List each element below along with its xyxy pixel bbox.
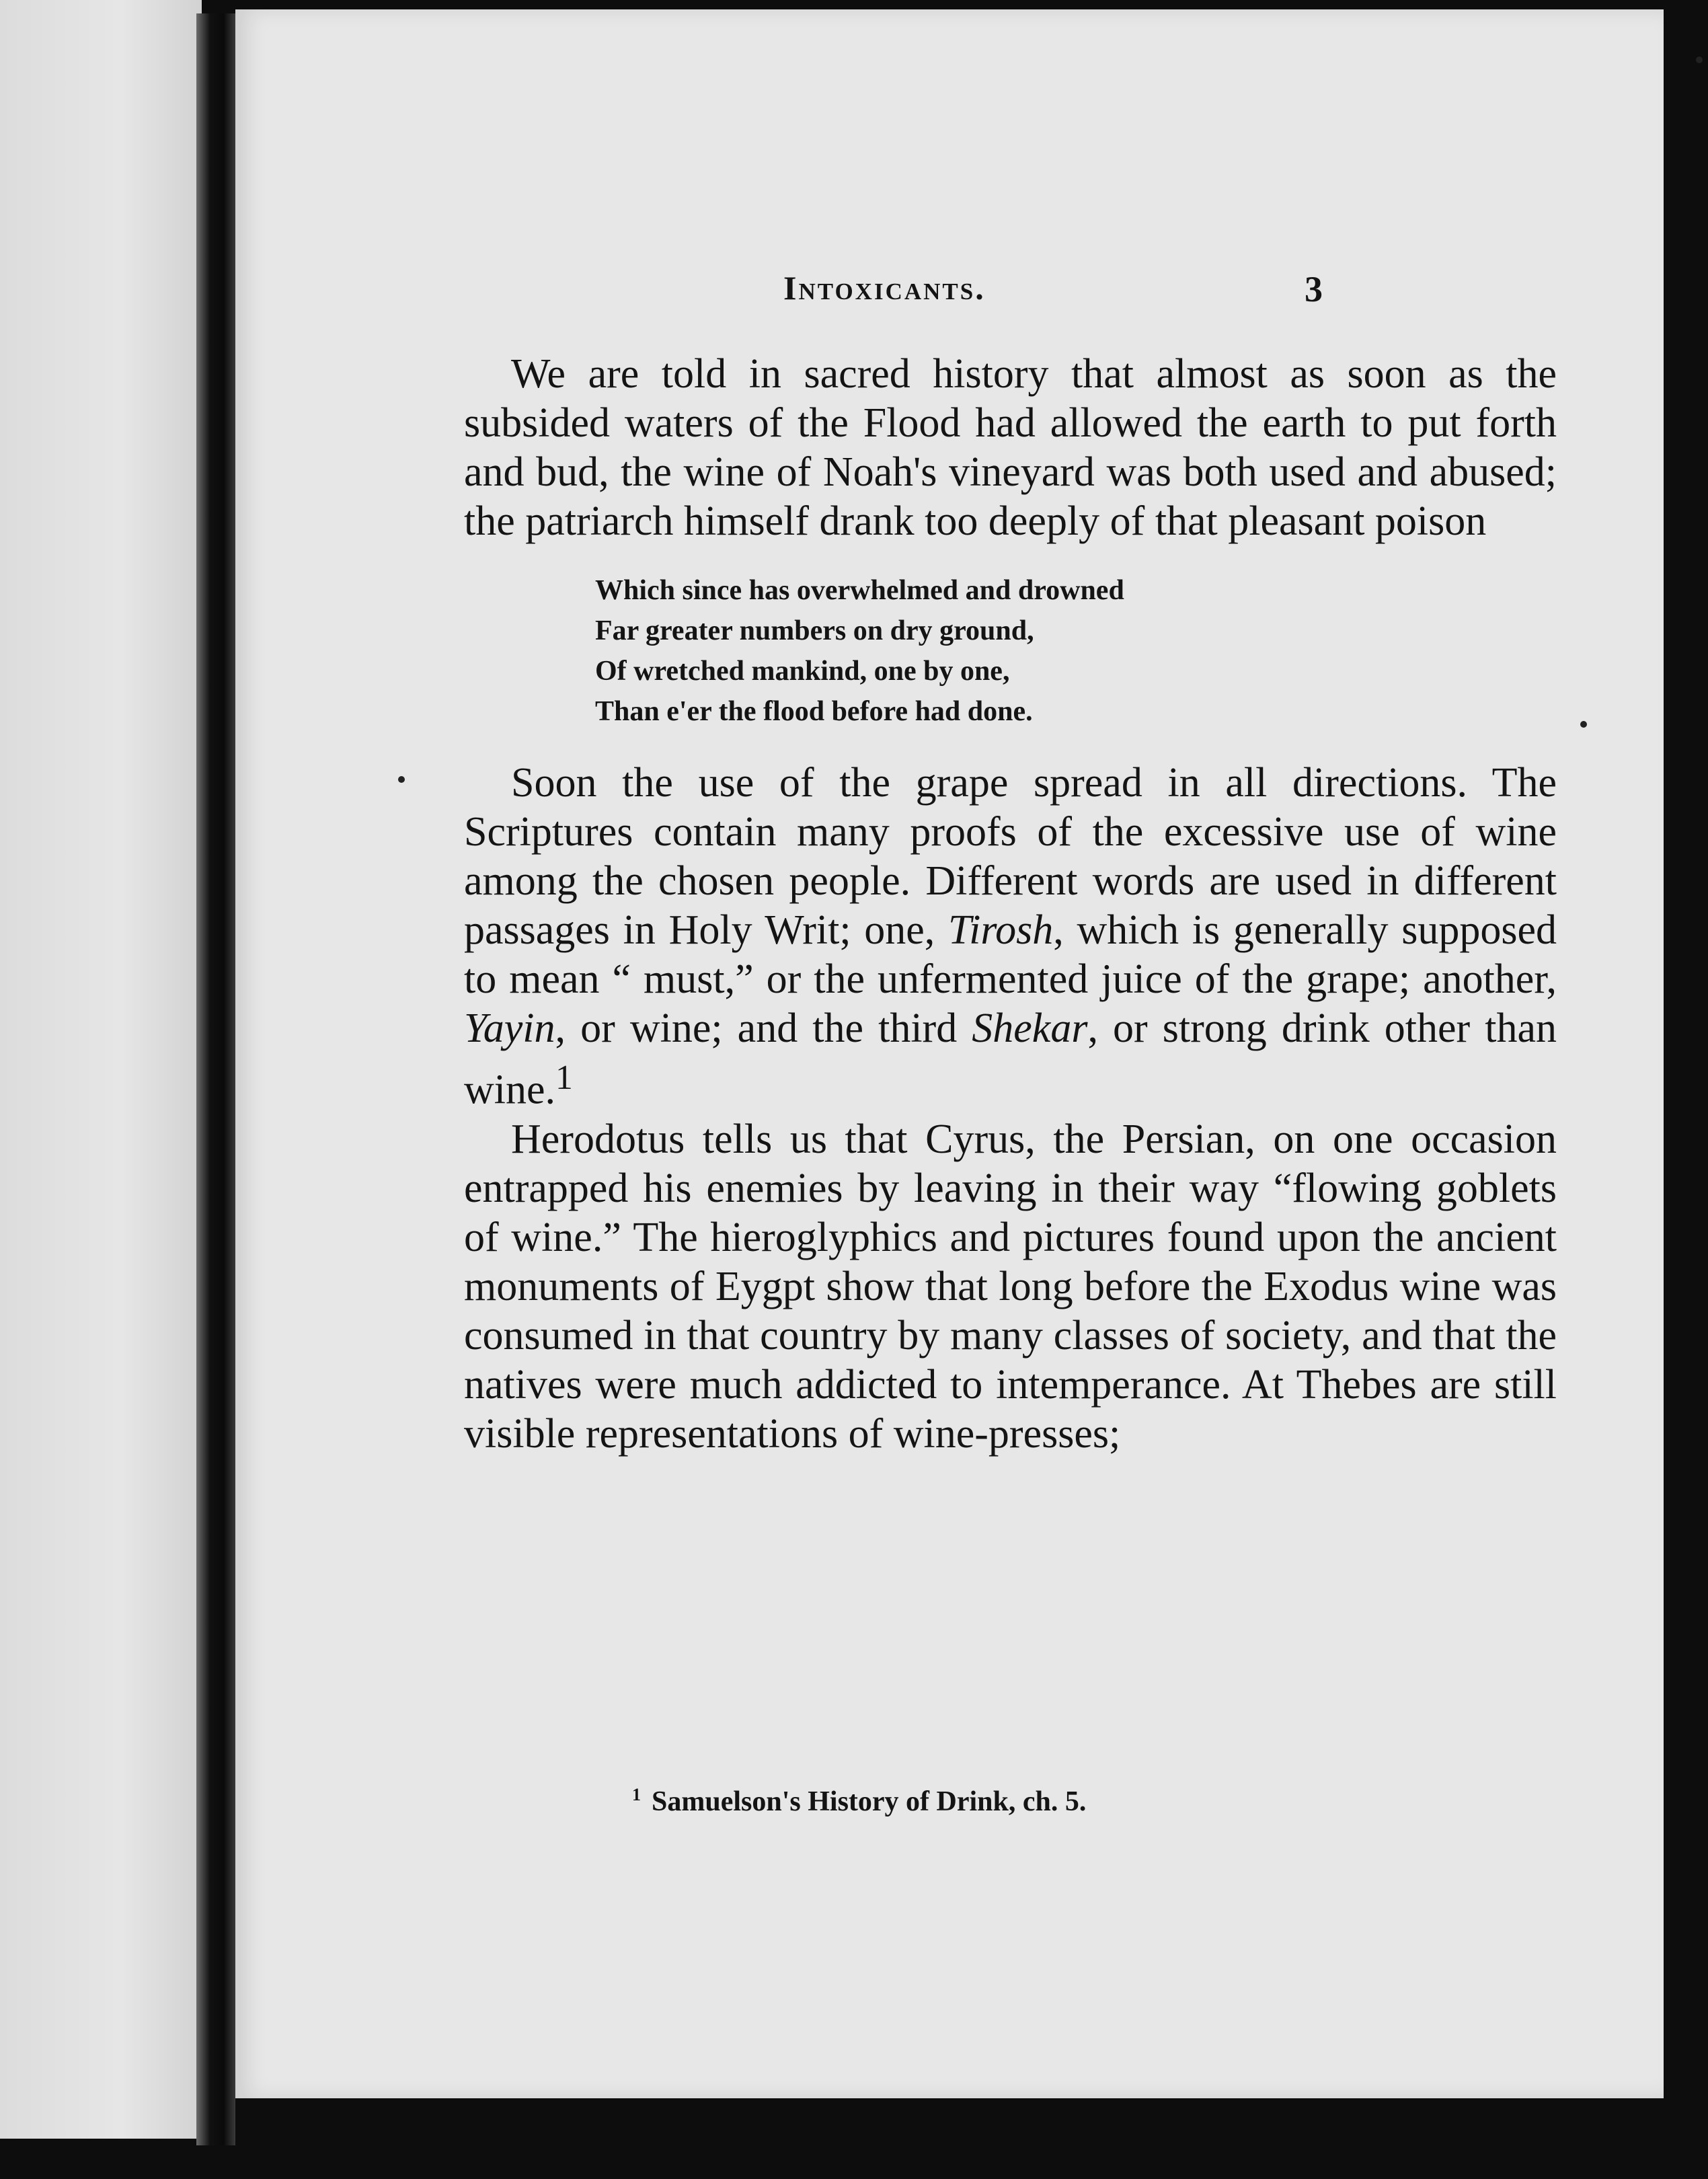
paper-speck (1580, 721, 1587, 728)
text-run: , or wine; and the third (555, 1005, 972, 1051)
hebrew-term-yayin: Yayin (464, 1005, 555, 1051)
paper-speck (1696, 56, 1703, 63)
text-run: , or strong drink other than wine. (464, 1005, 1557, 1113)
verse-line: Of wretched mankind, one by one, (595, 656, 1010, 687)
running-title: Intoxicants. (783, 269, 986, 307)
verse-quotation (595, 570, 1557, 732)
paragraph-noah: We are told in sacred history that almost as soon as the subsided waters of the Flood had allowed the earth to put forth and bud, the wine of Noah's vineyard was both used and abused; the patriarch himself drank too deeply of that pleasant poison (464, 351, 1557, 544)
verse-line: Than e'er the flood before had done. (595, 696, 1033, 727)
paper-speck (398, 776, 405, 783)
running-head (235, 268, 1664, 322)
book-page (235, 9, 1664, 2098)
footnote (632, 1785, 1439, 1818)
verse-line: Far greater numbers on dry ground, (595, 615, 1034, 646)
footnote-marker: 1 (632, 1785, 641, 1804)
verse-line: Which since has overwhelmed and drowned (595, 575, 1124, 606)
page-number: 3 (1305, 269, 1323, 309)
facing-page (0, 0, 202, 2139)
footnote-reference: 1 (555, 1059, 573, 1097)
paragraph-scriptures (464, 759, 1557, 1115)
hebrew-term-tirosh: Tirosh (948, 907, 1054, 953)
text-run: Soon the use of the grape spread in all directions. The Scriptures contain many proofs of the excessive use of wine among the chosen people. Different words are used in different passages in Holy Writ; one, (464, 760, 1557, 953)
book-gutter (196, 13, 235, 2145)
body-text (464, 350, 1557, 1459)
text-run: , which is generally supposed to mean “ must,” or the unfermented juice of the grape; another, (464, 907, 1557, 1002)
paragraph-herodotus: Herodotus tells us that Cyrus, the Persian, on one occasion entrapped his enemies by leaving in their way “flowing goblets of wine.” The hieroglyphics and pictures found upon the ancient monuments of Eygpt show that long before the Exodus wine was consumed in that country by many classes of society, and that the natives were much addicted to intemperance. At Thebes are still visible representations of wine-presses; (464, 1116, 1557, 1457)
footnote-text: Samuelson's History of Drink, ch. 5. (652, 1786, 1087, 1817)
hebrew-term-shekar: Shekar (972, 1005, 1088, 1051)
